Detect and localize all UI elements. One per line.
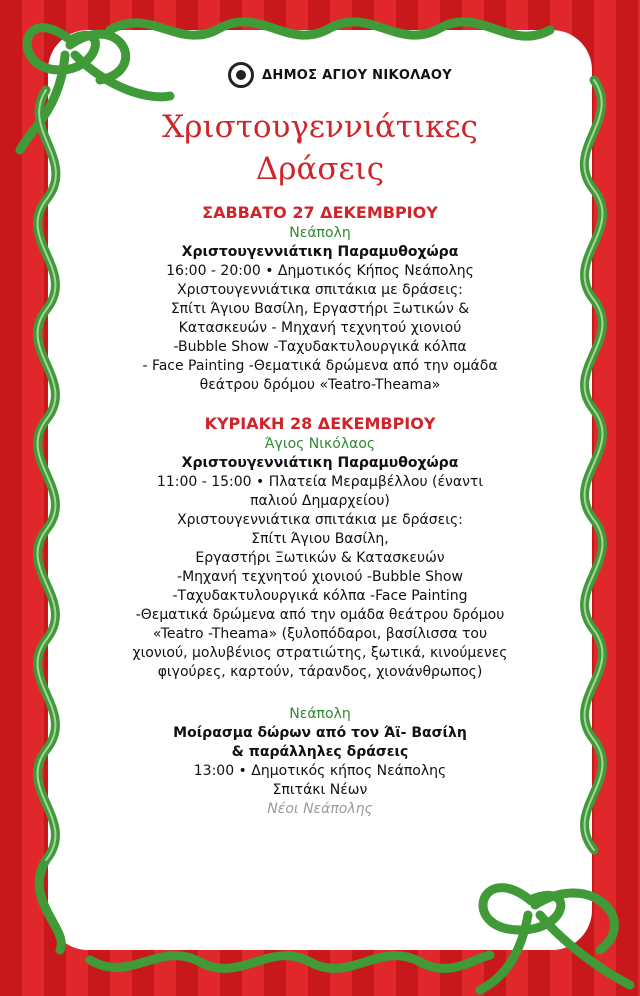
municipality-logo-icon — [228, 62, 254, 88]
event-title: Χριστουγεννιάτικη Παραμυθοχώρα — [181, 455, 459, 471]
event-line: χιονιού, μολυβένιος στρατιώτης, ξωτικά, κινούμενες — [132, 645, 508, 661]
spacer — [80, 682, 560, 704]
organization-name: ΔΗΜΟΣ ΑΓΙΟΥ ΝΙΚΟΛΑΟΥ — [262, 67, 452, 83]
location-name: Νεάπολη — [289, 225, 351, 241]
poster-content — [80, 58, 560, 819]
event-line: Σπίτι Άγιου Βασίλη, — [251, 531, 389, 547]
event-line: -Bubble Show -Ταχυδακτυλουργικά κόλπα — [173, 339, 467, 355]
day-heading: ΚΥΡΙΑΚΗ 28 ΔΕΚΕΜΒΡΙΟΥ — [204, 414, 436, 433]
event-line: φιγούρες, καρτούν, τάρανδος, χιονάνθρωπος) — [157, 664, 483, 680]
section-saturday — [80, 202, 560, 395]
event-line: 16:00 - 20:00 • Δημοτικός Κήπος Νεάπολης — [166, 263, 474, 279]
location-name: Άγιος Νικόλαος — [264, 436, 376, 452]
event-title-line-2: & παράλληλες δράσεις — [231, 744, 409, 760]
event-line: Χριστουγεννιάτικα σπιτάκια με δράσεις: — [177, 512, 463, 528]
title-line-2: Δράσεις — [255, 151, 385, 187]
event-line: 11:00 - 15:00 • Πλατεία Μεραμβέλλου (έναντι — [156, 474, 484, 490]
event-line: -Ταχυδακτυλουργικά κόλπα -Face Painting — [172, 588, 468, 604]
section-gifts — [80, 704, 560, 819]
event-line: Χριστουγεννιάτικα σπιτάκια με δράσεις: — [177, 282, 463, 298]
title-line-1: Χριστουγεννιάτικες — [162, 109, 478, 145]
event-line: Εργαστήρι Ξωτικών & Κατασκευών — [195, 550, 445, 566]
event-line: «Teatro -Theama» (ξυλοπόδαροι, βασίλισσα του — [152, 626, 488, 642]
organization-header — [80, 58, 560, 92]
spacer — [80, 395, 560, 409]
day-heading: ΣΑΒΒΑΤΟ 27 ΔΕΚΕΜΒΡΙΟΥ — [202, 203, 438, 222]
section-sunday — [80, 413, 560, 682]
event-line: 13:00 • Δημοτικός κήπος Νεάπολης — [193, 763, 447, 779]
event-line: -Θεματικά δρώμενα από την ομάδα θεάτρου δρόμου — [135, 607, 505, 623]
poster-title — [80, 106, 560, 190]
event-line: παλιού Δημαρχείου) — [250, 493, 390, 509]
organizer-name: Νέοι Νεάπολης — [267, 801, 373, 817]
event-line: -Μηχανή τεχνητού χιονιού -Bubble Show — [177, 569, 463, 585]
event-title: Χριστουγεννιάτικη Παραμυθοχώρα — [181, 244, 459, 260]
event-line: θεάτρου δρόμου «Teatro-Theama» — [199, 377, 441, 393]
event-title-line-1: Μοίρασμα δώρων από τον Άϊ- Βασίλη — [173, 725, 467, 741]
event-line: Κατασκευών - Μηχανή τεχνητού χιονιού — [178, 320, 462, 336]
event-line: - Face Painting -Θεματικά δρώμενα από την ομάδα — [142, 358, 498, 374]
event-line: Σπίτι Άγιου Βασίλη, Εργαστήρι Ξωτικών & — [170, 301, 470, 317]
event-line: Σπιτάκι Νέων — [272, 782, 368, 798]
location-name: Νεάπολη — [289, 706, 351, 722]
